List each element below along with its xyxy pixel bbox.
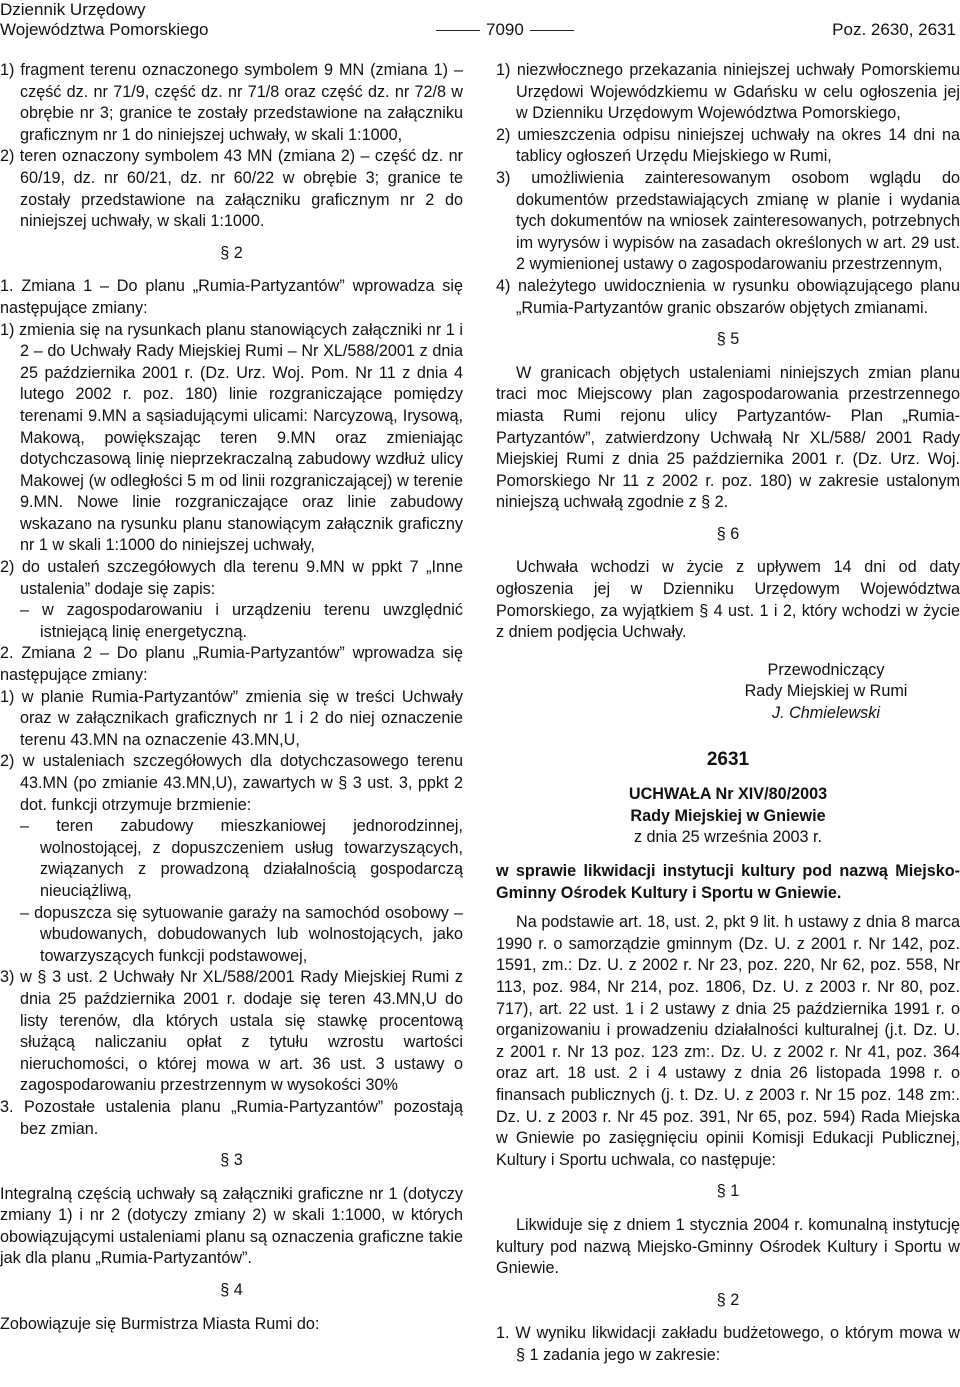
section-heading: § 6 (716, 524, 740, 543)
paragraph: 2. Zmiana 2 – Do planu „Rumia-Partyzantów” wprowadza się następujące zmiany: (0, 644, 463, 685)
section-heading: § 2 (716, 1290, 740, 1309)
section-heading: § 4 (220, 1281, 243, 1300)
act-number: 2631 (706, 748, 750, 770)
signature-name: J. Chmielewski (772, 704, 880, 723)
dash-item: – w zagospodarowaniu i urządzeniu terenu uwzględnić istniejącą linię energetyczną. (20, 601, 463, 641)
list-item: 1) zmienia się na rysunkach planu stanowiących załączniki nr 1 i 2 – do Uchwały Rady Miejskiej Rumi – Nr XL/588/2001 z dnia 25 października 2001 r. (Dz. Urz. Woj. Pom. Nr 11 z dnia 4 lutego 2002 r. poz. 180) linie rozgraniczające pomiędzy terenami 9.MN a sąsiadującymi ulicami: Narcyzową, Irysową, Makową, powiększając teren 9.MN oraz zmieniając dotychczasową linię nieprzekraczalną zabudowy wzdłuż ulicy Makowej (w odległości 5 m od linii rozgraniczającej) w terenie 9.MN. Nowe linie rozgraniczające oraz linie zabudowy wskazano na rysunku planu stanowiącym załącznik graficzny nr 1 w skali 1:1000 do niniejszej uchwały, (0, 320, 463, 555)
journal-name-line1: Dziennik Urzędowy (0, 0, 146, 19)
signature-body: Rady Miejskiej w Rumi (744, 682, 908, 701)
dash-left (436, 30, 480, 31)
paragraph: Likwiduje się z dniem 1 stycznia 2004 r. komunalną instytucję kultury pod nazwą Miejsko-Gminny Ośrodek Kultury i Sportu w Gniewie. (496, 1215, 960, 1278)
signature-role: Przewodniczący (767, 660, 885, 679)
paragraph: 1. Zmiana 1 – Do planu „Rumia-Partyzantów” wprowadza się następujące zmiany: (0, 277, 463, 317)
scope-item-2: 2) teren oznaczony symbolem 43 MN (zmiana 2) – część dz. nr 60/19, dz. nr 60/21, dz. nr 60/22 w obrębie 3; granice te zostały przedstawione na załączniku graficznym nr 2 do niniejszej uchwały, w skali 1:1000. (0, 147, 463, 231)
signature-block (496, 660, 916, 725)
scope-item-1: 1) fragment terenu oznaczonego symbolem 9 MN (zmiana 1) – część dz. nr 71/9, część dz. nr 71/8 oraz część dz. nr 72/8 w obrębie nr 3; granice te zostały przedstawione na załączniku graficznym nr 1 do niniejszej uchwały, w skali 1:1000, (0, 61, 463, 144)
position-reference: Poz. 2630, 2631 (832, 20, 956, 39)
paragraph: W granicach objętych ustaleniami niniejszych zmian planu traci moc Miejscowy plan zagospodarowania przestrzennego miasta Rumi rejonu ulicy Partyzantów- Plan „Rumia-Partyzantów”, zatwierdzony Uchwałą Nr XL/588/ 2001 Rady Miejskiej Rumi z dnia 25 października 2001 r. (Dz. Urz. Woj. Pomorskiego Nr 11 z 2002 r. poz. 180) w zakresie ustalonym niniejszą uchwałą zgodnie z § 2. (496, 363, 960, 512)
dash-item: – teren zabudowy mieszkaniowej jednorodzinnej, wolnostojącej, z dopuszczeniem usług towarzyszących, związanych z prowadzoną działalnością gospodarczą nieuciążliwą, (20, 817, 463, 900)
obligation-item-2: 2) umieszczenia odpisu niniejszej uchwały na okres 14 dni na tablicy ogłoszeń Urzędu Miejskiego w Rumi, (496, 125, 960, 166)
paragraph: Uchwała wchodzi w życie z upływem 14 dni od daty ogłoszenia jej w Dzienniku Urzędowym Województwa Pomorskiego, za wyjątkiem § 4 ust. 1 i 2, który wchodzi w życie z dniem podjęcia Uchwały. (496, 558, 960, 642)
dash-right (530, 30, 574, 31)
list-item: 2) do ustaleń szczegółowych dla terenu 9.MN w ppkt 7 „Inne ustalenia” dodaje się zapis: (0, 558, 463, 598)
section-heading: § 3 (220, 1151, 243, 1170)
obligation-item-4: 4) należytego uwidocznienia w rysunku obowiązującego planu „Rumia-Partyzantów granic obszarów objętych zmianami. (496, 276, 960, 317)
obligation-item-3: 3) umożliwienia zainteresowanym osobom wglądu do dokumentów przedstawiających zmianę w planie i wydania tych dokumentów na wniosek zainteresowanych, potrzebnych im wyrysów i wypisów na zasadach określonych w art. 29 ust. 2 wymienionej ustawy o zagospodarowaniu przestrzennym, (496, 168, 960, 274)
list-item: 3) w § 3 ust. 2 Uchwały Nr XL/588/2001 Rady Miejskiej Rumi z dnia 25 października 2001 r. dodaje się teren 43.MN,U do listy terenów, dla których ustala się stawkę procentową służącą naliczaniu opłat z tytułu wzrostu wartości nieruchomości, o której mowa w art. 36 ust. 3 ustawy o zagospodarowaniu przestrzennym w wysokości 30% (0, 968, 463, 1095)
obligation-item-1: 1) niezwłocznego przekazania niniejszej uchwały Pomorskiemu Urzędowi Wojewódzkiemu w Gdańsku w celu ogłoszenia jej w Dzienniku Urzędowym Województwa Pomorskiego, (496, 61, 960, 123)
act-date: z dnia 25 września 2003 r. (633, 828, 823, 847)
act-issuer: Rady Miejskiej w Gniewie (630, 806, 826, 825)
paragraph: 1. W wyniku likwidacji zakładu budżetowego, o którym mowa w § 1 zadania jego w zakresie: (496, 1324, 960, 1364)
list-item: 1) w planie Rumia-Partyzantów” zmienia się w treści Uchwały oraz w załącznikach graficznych nr 1 i 2 do niej oznaczenie terenu 43.MN na oznaczenie 43.MN,U, (0, 687, 463, 749)
section-heading: § 5 (716, 330, 740, 349)
page-number (430, 20, 580, 40)
act-title: UCHWAŁA Nr XIV/80/2003 (628, 785, 828, 804)
paragraph: 3. Pozostałe ustalenia planu „Rumia-Partyzantów” pozostają bez zmian. (0, 1097, 463, 1138)
list-item: 2) w ustaleniach szczegółowych dla dotychczasowego terenu 43.MN (po zmianie 43.MN,U), zawartych w § 3 ust. 3, ppkt 2 dot. funkcji otrzymuje brzmienie: (0, 752, 463, 814)
paragraph: Zobowiązuje się Burmistrza Miasta Rumi do: (0, 1314, 320, 1333)
section-heading: § 2 (220, 243, 243, 262)
left-column (0, 60, 463, 1335)
paragraph: Integralną częścią uchwały są załączniki graficzne nr 1 (dotyczy zmiany 1) i nr 2 (dotyczy zmiany 2) w skali 1:1000, w których obowiązującymi ustaleniami planu są oznaczenia graficzne takie jak dla planu „Rumia-Partyzantów”. (0, 1184, 463, 1268)
journal-name-line2: Województwa Pomorskiego (0, 20, 209, 39)
right-column (496, 60, 960, 1366)
act-subject: w sprawie likwidacji instytucji kultury pod nazwą Miejsko-Gminny Ośrodek Kultury i Sportu w Gniewie. (496, 862, 960, 902)
dash-item: – dopuszcza się sytuowanie garaży na samochód osobowy – wbudowanych, dobudowanych lub wolnostojących, jako towarzyszących funkcji podstawowej, (20, 903, 463, 965)
page-header (0, 0, 960, 44)
preamble: Na podstawie art. 18, ust. 2, pkt 9 lit. h ustawy z dnia 8 marca 1990 r. o samorządzie gminnym (Dz. U. z 2001 r. Nr 142, poz. 1591, zm.: Dz. U. z 2002 r. Nr 23, poz. 220, Nr 62, poz. 558, Nr 113, poz. 984, Nr 214, poz. 1806, Dz. U. z 2003 r. Nr 80, poz. 717), art. 22 ust. 1 i 2 ustawy z dnia 25 października 1991 r. o organizowaniu i prowadzeniu działalności kulturalnej (j.t. Dz. U. z 2001 r. Nr 13 poz. 123 zm:. Dz. U. z 2002 r. Nr 41, poz. 364 oraz art. 18 ust. 2 i 4 ustawy z dnia 26 listopada 1998 r. o finansach publicznych (j. t. Dz. U. z 2003 r. Nr 15 poz. 148 zm:. Dz. U. z 2003 r. Nr 45 poz. 391, Nr 65, poz. 594) Rada Miejska w Gniewie po zasięgnięciu opinii Komisji Edukacji Publicznej, Kultury i Sportu uchwala, co następuje: (496, 913, 960, 1169)
page-number-text: 7090 (486, 20, 524, 39)
section-heading: § 1 (716, 1182, 740, 1201)
